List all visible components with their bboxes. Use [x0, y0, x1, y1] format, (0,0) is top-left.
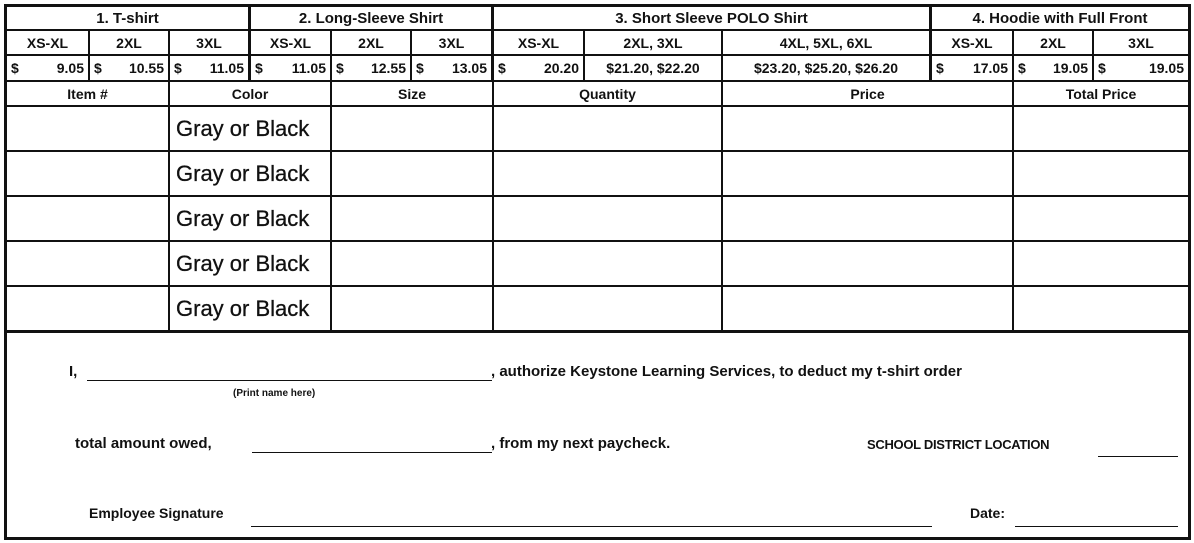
total-owed-field[interactable]	[252, 435, 492, 453]
size-label: 2XL	[90, 31, 170, 56]
color-field[interactable]: Gray or Black	[170, 287, 332, 333]
prefix-label: I,	[69, 363, 78, 380]
price-value: $21.20, $22.20	[585, 56, 723, 82]
price-field[interactable]	[723, 152, 1014, 197]
product-title-long-sleeve: 2. Long-Sleeve Shirt	[251, 7, 494, 31]
size-field[interactable]	[332, 107, 494, 152]
item-number-field[interactable]	[7, 152, 170, 197]
price-field[interactable]	[723, 197, 1014, 242]
print-name-field[interactable]	[87, 363, 492, 381]
item-number-field[interactable]	[7, 287, 170, 333]
size-label: 3XL	[412, 31, 494, 56]
total-price-field[interactable]	[1014, 197, 1188, 242]
item-number-field[interactable]	[7, 107, 170, 152]
size-field[interactable]	[332, 287, 494, 333]
authorize-text: , authorize Keystone Learning Services, to deduct my t-shirt order	[491, 363, 962, 380]
size-label: 4XL, 5XL, 6XL	[723, 31, 932, 56]
total-price-field[interactable]	[1014, 152, 1188, 197]
quantity-field[interactable]	[494, 152, 723, 197]
quantity-field[interactable]	[494, 242, 723, 287]
header-price: Price	[723, 82, 1014, 107]
item-number-field[interactable]	[7, 197, 170, 242]
signature-label: Employee Signature	[89, 505, 224, 521]
price-value: $ 12.55	[332, 56, 412, 82]
price-field[interactable]	[723, 287, 1014, 333]
header-total-price: Total Price	[1014, 82, 1188, 107]
paycheck-text: , from my next paycheck.	[491, 435, 671, 452]
size-field[interactable]	[332, 242, 494, 287]
size-field[interactable]	[332, 152, 494, 197]
product-title-polo: 3. Short Sleeve POLO Shirt	[494, 7, 932, 31]
price-value: $ 20.20	[494, 56, 585, 82]
color-field[interactable]: Gray or Black	[170, 242, 332, 287]
school-district-label: SCHOOL DISTRICT LOCATION	[867, 437, 1050, 452]
quantity-field[interactable]	[494, 287, 723, 333]
order-form	[4, 4, 1191, 540]
signature-field[interactable]	[251, 509, 932, 527]
size-label: 2XL	[332, 31, 412, 56]
size-label: XS-XL	[932, 31, 1014, 56]
price-value: $23.20, $25.20, $26.20	[723, 56, 932, 82]
size-label: XS-XL	[7, 31, 90, 56]
price-value: $ 11.05	[170, 56, 251, 82]
price-value: $ 9.05	[7, 56, 90, 82]
total-price-field[interactable]	[1014, 287, 1188, 333]
quantity-field[interactable]	[494, 107, 723, 152]
print-name-note: (Print name here)	[233, 388, 316, 399]
header-size: Size	[332, 82, 494, 107]
price-value: $ 10.55	[90, 56, 170, 82]
price-value: $ 17.05	[932, 56, 1014, 82]
product-title-tshirt: 1. T-shirt	[7, 7, 251, 31]
header-item-number: Item #	[7, 82, 170, 107]
total-price-field[interactable]	[1014, 107, 1188, 152]
product-title-hoodie: 4. Hoodie with Full Front	[932, 7, 1188, 31]
size-label: 3XL	[1094, 31, 1188, 56]
price-value: $ 13.05	[412, 56, 494, 82]
price-field[interactable]	[723, 107, 1014, 152]
size-label: XS-XL	[251, 31, 332, 56]
header-color: Color	[170, 82, 332, 107]
school-district-field[interactable]	[1098, 439, 1178, 457]
color-field[interactable]: Gray or Black	[170, 197, 332, 242]
date-field[interactable]	[1015, 509, 1178, 527]
authorization-section	[7, 333, 1188, 537]
size-label: 2XL	[1014, 31, 1094, 56]
price-field[interactable]	[723, 242, 1014, 287]
size-label: 3XL	[170, 31, 251, 56]
header-quantity: Quantity	[494, 82, 723, 107]
total-owed-label: total amount owed,	[75, 435, 212, 452]
size-label: XS-XL	[494, 31, 585, 56]
color-field[interactable]: Gray or Black	[170, 152, 332, 197]
color-field[interactable]: Gray or Black	[170, 107, 332, 152]
price-value: $ 19.05	[1014, 56, 1094, 82]
size-label: 2XL, 3XL	[585, 31, 723, 56]
item-number-field[interactable]	[7, 242, 170, 287]
quantity-field[interactable]	[494, 197, 723, 242]
date-label: Date:	[970, 505, 1006, 521]
price-value: $ 19.05	[1094, 56, 1188, 82]
price-value: $ 11.05	[251, 56, 332, 82]
size-field[interactable]	[332, 197, 494, 242]
total-price-field[interactable]	[1014, 242, 1188, 287]
